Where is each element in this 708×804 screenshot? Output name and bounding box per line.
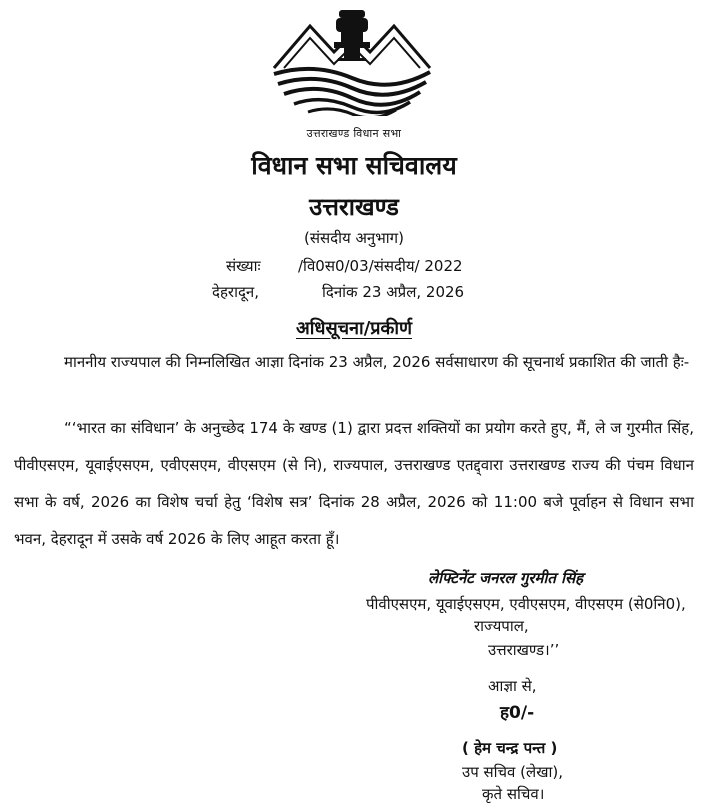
governor-state: उत्तराखण्ड।’’	[488, 641, 560, 659]
order-paragraph: “‘भारत का संविधान’ के अनुच्छेद 174 के खण्ड (1) द्वारा प्रदत्त शक्तियों का प्रयोग करते हुए, मैं, ले ज गुरमीत सिंह, पीवीएसएम, यूवाईएसएम, एवीएसएम, वीएसएम (से नि), राज्यपाल, उत्तराखण्ड एतद्द्वारा उत्तराखण्ड राज्य की पंचम विधान सभा के वर्ष, 2026 का विशेष चर्चा हेतु ‘विशेष सत्र’ दिनांक 28 अप्रैल, 2026 को 11:00 बजे पूर्वाहन से विधान सभा भवन, देहरादून में उसके वर्ष 2026 के लिए आहूत करता हूँ।	[14, 419, 694, 548]
subject-heading	[0, 316, 708, 340]
intro-paragraph: माननीय राज्यपाल की निम्नलिखित आज्ञा दिनांक 23 अप्रैल, 2026 सर्वसाधारण की सूचनार्थ प्रकाशित की जाती हैः-	[64, 353, 690, 371]
officer-title: उप सचिव (लेखा),	[462, 763, 563, 781]
subject-text: अधिसूचना/प्रकीर्ण	[295, 318, 413, 339]
governor-name: लेफ्टिनेंट जनरल गुरमीत सिंह	[428, 569, 584, 587]
office-heading: विधान सभा सचिवालय	[251, 151, 457, 180]
state-heading: उत्तराखण्ड	[309, 193, 399, 221]
section-heading: (संसदीय अनुभाग)	[304, 229, 404, 247]
reference-number-label: संख्याः	[226, 257, 261, 275]
officer-name: ( हेम चन्द्र पन्त )	[462, 739, 558, 757]
signed-mark: ह0/-	[500, 703, 535, 723]
ashoka-emblem-icon	[334, 10, 370, 61]
governor-decorations: पीवीएसएम, यूवाईएसएम, एवीएसएम, वीएसएम (से0नि0),	[366, 595, 686, 613]
governor-designation: राज्यपाल,	[474, 617, 529, 635]
notification-date: दिनांक 23 अप्रैल, 2026	[322, 283, 465, 301]
assembly-emblem-icon	[270, 4, 434, 116]
emblem-caption: उत्तराखण्ड विधान सभा	[306, 127, 402, 140]
officer-capacity: कृते सचिव।	[482, 785, 545, 803]
place-label: देहरादून,	[212, 283, 260, 301]
reference-number: /वि0स0/03/संसदीय/ 2022	[298, 257, 463, 275]
by-order-text: आज्ञा से,	[488, 677, 537, 695]
